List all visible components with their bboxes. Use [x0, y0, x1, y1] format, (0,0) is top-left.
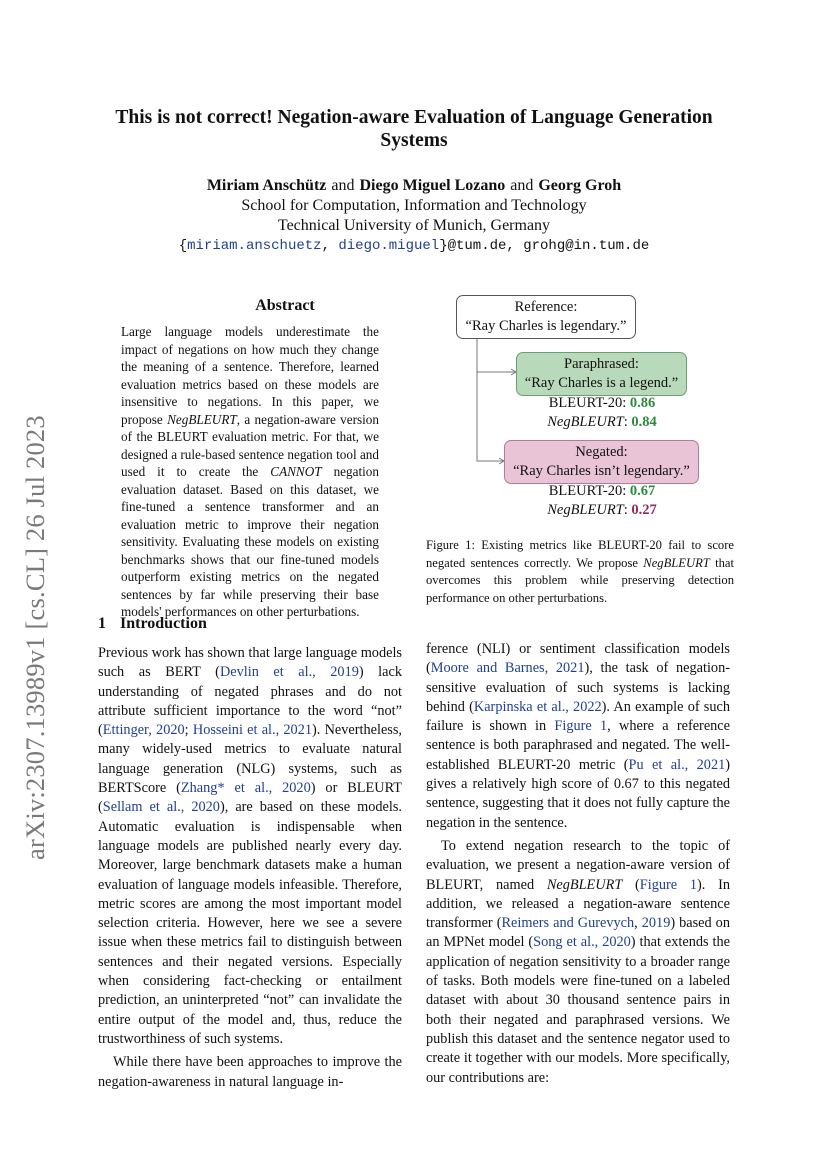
- email-link[interactable]: miriam.anschuetz: [187, 238, 322, 254]
- metric-value: 0.27: [631, 502, 657, 518]
- left-column: [98, 644, 402, 1092]
- figure-box-sentence: “Ray Charles is legendary.”: [465, 318, 627, 334]
- arxiv-identifier: arXiv:2307.13989v1 [cs.CL] 26 Jul 2023: [20, 415, 50, 860]
- abstract-emphasis: CANNOT: [270, 464, 322, 479]
- email-domain: }@tum.de: [439, 238, 507, 254]
- body-text: ). Nevertheless, many widely-used metrics to evaluate natural language generation (NLG) systems, such as BERTScore (: [98, 722, 403, 797]
- figure-box-label: Paraphrased:: [564, 356, 639, 372]
- caption-text: Figure 1: Existing metrics like BLEURT-20 fail to score negated sentences correctly. We propose: [426, 538, 734, 570]
- figure-box-label: Reference:: [514, 299, 578, 315]
- metric-label: NegBLEURT: [547, 414, 624, 430]
- citation-link[interactable]: Karpinska et al., 2022: [473, 698, 602, 715]
- citation-link[interactable]: Zhang* et al., 2020: [180, 780, 311, 797]
- intro-paragraph: [426, 837, 730, 1088]
- metric-label: BLEURT-20:: [548, 395, 630, 411]
- figure-box-sentence: “Ray Charles is a legend.”: [524, 375, 679, 391]
- metric-colon: :: [623, 414, 632, 430]
- negated-negbleurt-score: [502, 501, 702, 520]
- body-text: Previous work has shown that large language models such as BERT (: [98, 645, 402, 681]
- citation-link[interactable]: Reimers and Gurevych: [501, 915, 635, 932]
- metric-label: NegBLEURT: [547, 502, 624, 518]
- figure-negated-box: [504, 440, 699, 484]
- intro-paragraph: [98, 1053, 402, 1092]
- metric-value: 0.84: [631, 414, 657, 430]
- body-text: ), are based on these models. Automatic evaluation is indispensable when language models are published nearly every day. Moreover, large benchmark datasets make a human evaluation of language models infeasible. Therefore, metric scores are among the most important model selection criteria. However, here we see a severe issue when these metrics fail to distinguish between sentences and their negated versions. Especially when considering fact-checking or entailment prediction, an uninterpreted “not” can invalidate the entire output of the model and, thus, reduce the trustworthiness of such systems.: [98, 799, 402, 1047]
- body-text: ), the task of negation-sensitive evaluation of such systems is lacking behind (: [426, 660, 730, 715]
- author-names: [120, 176, 708, 196]
- body-text: To extend negation research to the topic of evaluation, we present a negation-aware version of BLEURT, named: [426, 837, 730, 893]
- body-text: ). In addition, we released a negation-aware sentence transformer (: [426, 876, 730, 932]
- body-text: ference (NLI) or sentiment classification models (: [426, 641, 730, 677]
- body-text: ) that extends the application of negation sensitivity to a broader range of tasks. Both models were fine-tuned on a labeled dataset with about 30 thousand sentence pairs in both their negated and paraphrased versions. We publish this dataset and the sentence negator used to create it together with our models. More specifically, our contributions are:: [426, 934, 730, 1086]
- body-text: ) gives a relatively high score of 0.67 to this negated sentence, suggesting that it does not fully capture the negation in the sentence.: [426, 756, 731, 831]
- affiliation-line: Technical University of Munich, Germany: [277, 217, 551, 234]
- figure-reference-box: [456, 295, 636, 339]
- citation-link[interactable]: 2019: [641, 915, 671, 932]
- citation-link[interactable]: Hosseini et al., 2021: [192, 722, 313, 739]
- body-text: ) based on an MPNet model (: [426, 915, 730, 951]
- figure-box-sentence: “Ray Charles isn’t legendary.”: [513, 463, 690, 479]
- section-heading: [98, 615, 207, 633]
- author-emails: [120, 236, 708, 256]
- abstract-heading: Abstract: [255, 297, 315, 314]
- paper-title: This is not correct! Negation-aware Evaluation of Language Generation Systems: [115, 107, 713, 151]
- author-name: Georg Groh: [538, 177, 622, 194]
- abstract-emphasis: NegBLEURT: [167, 411, 237, 427]
- abstract-body: [121, 323, 379, 621]
- citation-link[interactable]: Song et al., 2020: [533, 934, 631, 951]
- email-comma: ,: [321, 238, 339, 254]
- metric-value: 0.67: [629, 483, 656, 499]
- citation-link[interactable]: Devlin et al., 2019: [219, 664, 359, 681]
- email-brace: {: [178, 238, 188, 254]
- email-link[interactable]: diego.miguel: [338, 238, 440, 254]
- body-text: ;: [184, 722, 193, 739]
- section-title: Introduction: [120, 615, 207, 632]
- intro-paragraph: [426, 640, 730, 833]
- intro-paragraph: [98, 644, 402, 1049]
- body-text: (: [622, 876, 640, 893]
- author-block: [120, 176, 708, 256]
- abstract-text: , a negation-aware version of the BLEURT evaluation metric. For that, we designed a rule-based sentence negation tool and used it to create the: [121, 411, 379, 479]
- author-separator: and: [510, 177, 534, 194]
- right-column: [426, 640, 730, 1088]
- author-name: Diego Miguel Lozano: [359, 177, 506, 194]
- figure-caption: [426, 537, 734, 607]
- citation-link[interactable]: Moore and Barnes, 2021: [430, 660, 585, 677]
- caption-emphasis: NegBLEURT: [643, 555, 710, 570]
- citation-link[interactable]: Ettinger, 2020: [102, 722, 185, 739]
- figure-reference-link[interactable]: Figure 1: [639, 876, 698, 893]
- author-name: Miriam Anschütz: [206, 177, 327, 194]
- abstract-text: Large language models underestimate the impact of negations on how much they change the meaning of a sentence. Therefore, learned evaluation metrics based on these models are insensitive to negations. In this paper, we propose: [121, 324, 379, 427]
- metric-label: BLEURT-20:: [548, 483, 630, 499]
- metric-colon: :: [623, 502, 632, 518]
- section-number: 1: [98, 615, 106, 632]
- body-text: , where a reference sentence is both paraphrased and negated. The well-established BLEURT-20 metric (: [426, 718, 731, 773]
- body-text: ) or BLEURT (: [98, 780, 402, 816]
- metric-value: 0.86: [629, 395, 656, 411]
- body-text: ). An example of such failure is shown in: [426, 698, 731, 735]
- abstract-text: negation evaluation dataset. Based on this dataset, we fine-tuned a sentence transformer and an evaluation metric to improve their negation sensitivity. Evaluating these models on existing benchmarks shows that our fine-tuned models outperform existing metrics on the negated sentences by far while preserving their base models' performances on other perturbations.: [121, 464, 379, 619]
- citation-link[interactable]: Pu et al., 2021: [628, 756, 726, 773]
- author-separator: and: [331, 177, 355, 194]
- body-text: While there have been approaches to improve the negation-awareness in natural language in-: [98, 1054, 402, 1090]
- caption-text: that overcomes this problem while preserving detection performance on other perturbations.: [426, 555, 734, 605]
- body-emphasis: NegBLEURT: [546, 876, 623, 893]
- figure-reference-link[interactable]: Figure 1: [554, 718, 608, 735]
- paraphrased-bleurt-score: [502, 394, 702, 413]
- paraphrased-negbleurt-score: [502, 413, 702, 432]
- negated-bleurt-score: [502, 482, 702, 501]
- body-text: ) lack understanding of negated phrases and do not attribute sufficient importance to the word “not” (: [98, 664, 402, 739]
- figure-box-label: Negated:: [575, 444, 628, 460]
- body-text: ,: [634, 915, 642, 932]
- affiliation-line: School for Computation, Information and Technology: [241, 197, 587, 214]
- email-extra: , grohg@in.tum.de: [506, 238, 650, 254]
- figure-paraphrased-box: [516, 352, 687, 396]
- citation-link[interactable]: Sellam et al., 2020: [102, 799, 220, 816]
